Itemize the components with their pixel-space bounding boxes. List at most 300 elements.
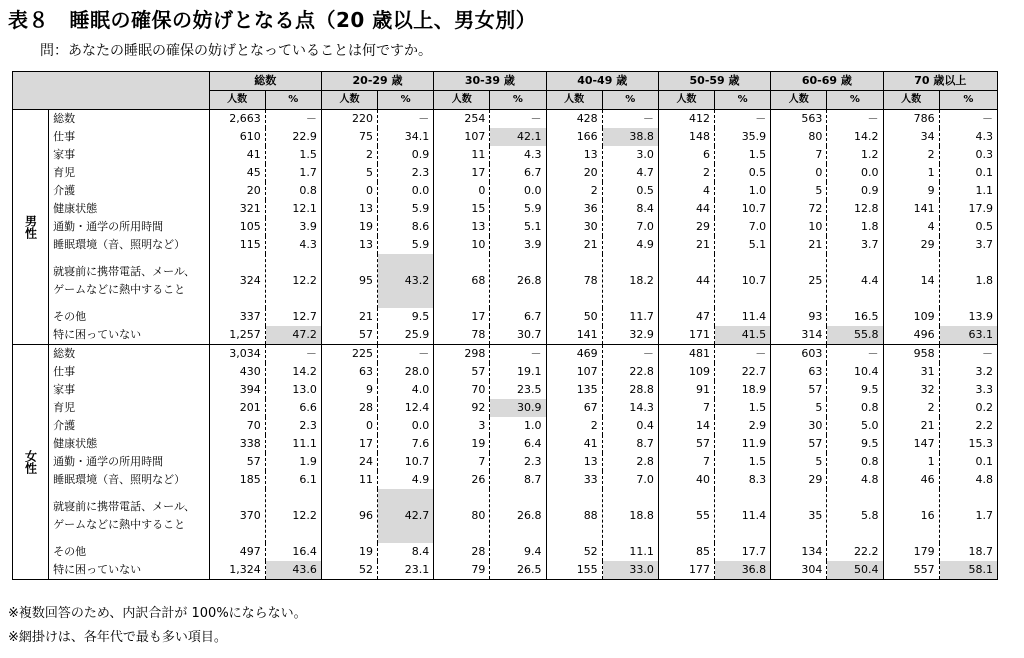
percent-cell: 3.9	[265, 218, 321, 236]
percent-cell: －	[265, 345, 321, 364]
table-row	[13, 561, 998, 580]
table-row	[13, 236, 998, 254]
count-cell: 20	[546, 164, 602, 182]
row-label: 特に困っていない	[49, 326, 209, 345]
percent-cell: 3.2	[939, 363, 997, 381]
percent-cell: 6.7	[490, 308, 546, 326]
count-cell: 26	[434, 471, 490, 489]
percent-cell: －	[602, 110, 658, 129]
percent-cell: 4.8	[827, 471, 883, 489]
percent-cell: 1.9	[265, 453, 321, 471]
count-cell: 496	[883, 326, 939, 345]
count-cell: 1	[883, 453, 939, 471]
count-cell: 20	[209, 182, 265, 200]
percent-cell: 55.8	[827, 326, 883, 345]
percent-cell: 5.9	[378, 236, 434, 254]
count-cell: 321	[209, 200, 265, 218]
percent-cell: 0.8	[827, 453, 883, 471]
count-header: 人数	[883, 91, 939, 110]
table-row	[13, 417, 998, 435]
percent-cell: 30.9	[490, 399, 546, 417]
count-cell: 92	[434, 399, 490, 417]
percent-cell: 9.5	[378, 308, 434, 326]
question-text: 問：あなたの睡眠の確保の妨げとなっていることは何ですか。	[40, 43, 432, 59]
count-cell: 557	[883, 561, 939, 580]
table-row	[13, 543, 998, 561]
row-label: 特に困っていない	[49, 561, 209, 580]
percent-cell: 3.7	[827, 236, 883, 254]
count-cell: 63	[771, 363, 827, 381]
count-cell: 57	[321, 326, 377, 345]
percent-cell: 18.9	[715, 381, 771, 399]
percent-cell: 16.5	[827, 308, 883, 326]
count-cell: 78	[546, 254, 602, 308]
percent-cell: 5.9	[378, 200, 434, 218]
row-label: 育児	[49, 399, 209, 417]
count-cell: 107	[434, 128, 490, 146]
count-cell: 35	[771, 489, 827, 543]
count-cell: 29	[771, 471, 827, 489]
count-cell: 155	[546, 561, 602, 580]
count-cell: 41	[209, 146, 265, 164]
count-cell: 338	[209, 435, 265, 453]
count-header: 人数	[771, 91, 827, 110]
count-header: 人数	[434, 91, 490, 110]
percent-cell: 0.9	[827, 182, 883, 200]
percent-cell: 0.3	[939, 146, 997, 164]
count-cell: 147	[883, 435, 939, 453]
row-label: 家事	[49, 381, 209, 399]
count-cell: 134	[771, 543, 827, 561]
count-cell: 3	[434, 417, 490, 435]
percent-cell: －	[827, 110, 883, 129]
count-cell: 29	[883, 236, 939, 254]
percent-cell: 0.1	[939, 164, 997, 182]
count-cell: 166	[546, 128, 602, 146]
count-cell: 52	[546, 543, 602, 561]
percent-cell: 0.2	[939, 399, 997, 417]
count-cell: 15	[434, 200, 490, 218]
table-row	[13, 363, 998, 381]
count-cell: 9	[321, 381, 377, 399]
percent-cell: 58.1	[939, 561, 997, 580]
count-cell: 254	[434, 110, 490, 129]
percent-cell: 1.7	[939, 489, 997, 543]
count-cell: 2,663	[209, 110, 265, 129]
count-cell: 2	[658, 164, 714, 182]
percent-cell: 13.0	[265, 381, 321, 399]
table-row	[13, 128, 998, 146]
percent-cell: 1.5	[715, 146, 771, 164]
percent-cell: 0.8	[827, 399, 883, 417]
age-group-header: 50-59 歳	[658, 72, 770, 91]
percent-cell: 9.4	[490, 543, 546, 561]
percent-header: %	[265, 91, 321, 110]
percent-cell: －	[715, 345, 771, 364]
percent-cell: 0.4	[602, 417, 658, 435]
percent-cell: 17.9	[939, 200, 997, 218]
row-label: 仕事	[49, 128, 209, 146]
percent-cell: 22.8	[602, 363, 658, 381]
count-cell: 11	[321, 471, 377, 489]
percent-cell: 4.4	[827, 254, 883, 308]
percent-cell: 7.0	[715, 218, 771, 236]
row-label: 睡眠環境（音、照明など）	[49, 471, 209, 489]
percent-cell: 15.3	[939, 435, 997, 453]
percent-cell: 7.0	[602, 218, 658, 236]
percent-cell: 0.0	[490, 182, 546, 200]
percent-cell: 43.2	[378, 254, 434, 308]
percent-cell: 1.8	[827, 218, 883, 236]
count-cell: 68	[434, 254, 490, 308]
count-cell: 14	[883, 254, 939, 308]
table-row	[13, 381, 998, 399]
count-cell: 21	[771, 236, 827, 254]
percent-cell: 6.4	[490, 435, 546, 453]
count-cell: 428	[546, 110, 602, 129]
percent-cell: 4.7	[602, 164, 658, 182]
percent-cell: 2.2	[939, 417, 997, 435]
count-cell: 107	[546, 363, 602, 381]
count-cell: 32	[883, 381, 939, 399]
row-label: 健康状態	[49, 435, 209, 453]
count-cell: 55	[658, 489, 714, 543]
count-cell: 63	[321, 363, 377, 381]
count-cell: 298	[434, 345, 490, 364]
count-cell: 220	[321, 110, 377, 129]
percent-cell: －	[715, 110, 771, 129]
percent-cell: 0.9	[378, 146, 434, 164]
count-cell: 786	[883, 110, 939, 129]
count-cell: 1,257	[209, 326, 265, 345]
count-cell: 17	[321, 435, 377, 453]
percent-cell: 2.9	[715, 417, 771, 435]
percent-cell: 3.0	[602, 146, 658, 164]
count-cell: 5	[771, 453, 827, 471]
percent-cell: 11.1	[602, 543, 658, 561]
percent-cell: 42.1	[490, 128, 546, 146]
count-cell: 29	[658, 218, 714, 236]
age-group-header: 40-49 歳	[546, 72, 658, 91]
count-cell: 7	[658, 453, 714, 471]
count-cell: 19	[321, 543, 377, 561]
table-row	[13, 399, 998, 417]
percent-cell: 10.7	[378, 453, 434, 471]
row-label: 総数	[49, 110, 209, 129]
count-cell: 14	[658, 417, 714, 435]
count-cell: 3,034	[209, 345, 265, 364]
count-cell: 19	[434, 435, 490, 453]
percent-cell: 5.8	[827, 489, 883, 543]
percent-cell: 11.1	[265, 435, 321, 453]
count-cell: 46	[883, 471, 939, 489]
percent-cell: 22.9	[265, 128, 321, 146]
count-cell: 78	[434, 326, 490, 345]
count-cell: 21	[321, 308, 377, 326]
percent-cell: 4.0	[378, 381, 434, 399]
count-cell: 28	[434, 543, 490, 561]
count-cell: 148	[658, 128, 714, 146]
count-cell: 85	[658, 543, 714, 561]
table-corner	[13, 72, 210, 110]
footnote-1: ※複数回答のため、内訳合計が 100%にならない。	[8, 606, 307, 621]
count-cell: 17	[434, 164, 490, 182]
row-label: その他	[49, 308, 209, 326]
percent-cell: 12.7	[265, 308, 321, 326]
percent-cell: 18.7	[939, 543, 997, 561]
count-cell: 5	[771, 399, 827, 417]
count-cell: 497	[209, 543, 265, 561]
count-cell: 563	[771, 110, 827, 129]
count-cell: 70	[434, 381, 490, 399]
count-cell: 4	[658, 182, 714, 200]
age-group-header: 60-69 歳	[771, 72, 883, 91]
count-cell: 10	[771, 218, 827, 236]
count-cell: 75	[321, 128, 377, 146]
percent-cell: 1.0	[715, 182, 771, 200]
percent-cell: 19.1	[490, 363, 546, 381]
count-cell: 57	[771, 381, 827, 399]
count-cell: 201	[209, 399, 265, 417]
count-cell: 30	[771, 417, 827, 435]
table-row	[13, 200, 998, 218]
percent-cell: 25.9	[378, 326, 434, 345]
percent-cell: 42.7	[378, 489, 434, 543]
count-cell: 17	[434, 308, 490, 326]
table-row	[13, 146, 998, 164]
percent-cell: 1.5	[715, 453, 771, 471]
percent-cell: 4.3	[939, 128, 997, 146]
count-header: 人数	[658, 91, 714, 110]
table-row	[13, 254, 998, 308]
count-header: 人数	[546, 91, 602, 110]
percent-cell: 9.5	[827, 381, 883, 399]
age-group-header: 総数	[209, 72, 321, 91]
percent-cell: 0.5	[939, 218, 997, 236]
percent-cell: 28.0	[378, 363, 434, 381]
percent-cell: 2.3	[378, 164, 434, 182]
count-cell: 16	[883, 489, 939, 543]
count-cell: 2	[883, 399, 939, 417]
percent-cell: 43.6	[265, 561, 321, 580]
count-cell: 603	[771, 345, 827, 364]
row-label: 健康状態	[49, 200, 209, 218]
percent-cell: 36.8	[715, 561, 771, 580]
row-label: 介護	[49, 417, 209, 435]
row-label: 就寝前に携帯電話、メール、ゲームなどに熱中すること	[49, 489, 209, 543]
percent-cell: 1.8	[939, 254, 997, 308]
count-cell: 80	[434, 489, 490, 543]
percent-cell: 41.5	[715, 326, 771, 345]
percent-cell: 14.3	[602, 399, 658, 417]
count-cell: 28	[321, 399, 377, 417]
percent-cell: 2.3	[490, 453, 546, 471]
count-cell: 7	[658, 399, 714, 417]
percent-cell: 12.8	[827, 200, 883, 218]
count-cell: 57	[434, 363, 490, 381]
row-label: 家事	[49, 146, 209, 164]
count-header: 人数	[321, 91, 377, 110]
row-label: 通勤・通学の所用時間	[49, 453, 209, 471]
table-row	[13, 345, 998, 364]
percent-header: %	[715, 91, 771, 110]
percent-cell: －	[490, 110, 546, 129]
count-cell: 225	[321, 345, 377, 364]
percent-cell: －	[939, 345, 997, 364]
percent-cell: 0.0	[827, 164, 883, 182]
percent-cell: 1.2	[827, 146, 883, 164]
count-cell: 72	[771, 200, 827, 218]
percent-cell: 38.8	[602, 128, 658, 146]
count-cell: 430	[209, 363, 265, 381]
count-cell: 394	[209, 381, 265, 399]
count-cell: 96	[321, 489, 377, 543]
percent-cell: 35.9	[715, 128, 771, 146]
row-label: 就寝前に携帯電話、メール、ゲームなどに熱中すること	[49, 254, 209, 308]
percent-cell: 23.1	[378, 561, 434, 580]
percent-cell: 5.1	[715, 236, 771, 254]
percent-cell: 12.2	[265, 489, 321, 543]
table-row	[13, 489, 998, 543]
percent-cell: 4.9	[378, 471, 434, 489]
percent-cell: 6.6	[265, 399, 321, 417]
count-cell: 88	[546, 489, 602, 543]
count-cell: 0	[321, 182, 377, 200]
count-cell: 5	[321, 164, 377, 182]
count-cell: 91	[658, 381, 714, 399]
percent-cell: 5.0	[827, 417, 883, 435]
table-row	[13, 308, 998, 326]
percent-cell: 4.9	[602, 236, 658, 254]
count-cell: 5	[771, 182, 827, 200]
count-cell: 7	[434, 453, 490, 471]
count-cell: 2	[883, 146, 939, 164]
count-cell: 50	[546, 308, 602, 326]
percent-cell: 18.8	[602, 489, 658, 543]
percent-header: %	[490, 91, 546, 110]
percent-cell: 63.1	[939, 326, 997, 345]
count-cell: 40	[658, 471, 714, 489]
percent-cell: 5.1	[490, 218, 546, 236]
table-row	[13, 326, 998, 345]
percent-cell: 26.5	[490, 561, 546, 580]
count-cell: 30	[546, 218, 602, 236]
count-cell: 19	[321, 218, 377, 236]
percent-cell: 28.8	[602, 381, 658, 399]
age-group-header: 20-29 歳	[321, 72, 433, 91]
count-cell: 57	[658, 435, 714, 453]
percent-cell: －	[378, 110, 434, 129]
count-cell: 7	[771, 146, 827, 164]
count-cell: 105	[209, 218, 265, 236]
count-cell: 2	[546, 182, 602, 200]
footnote-2: ※網掛けは、各年代で最も多い項目。	[8, 630, 227, 645]
percent-cell: 1.5	[715, 399, 771, 417]
count-cell: 13	[546, 146, 602, 164]
age-group-header: 30-39 歳	[434, 72, 546, 91]
count-header: 人数	[209, 91, 265, 110]
count-cell: 481	[658, 345, 714, 364]
table-row	[13, 435, 998, 453]
percent-cell: 32.9	[602, 326, 658, 345]
percent-cell: 12.4	[378, 399, 434, 417]
percent-cell: 0.5	[715, 164, 771, 182]
count-cell: 95	[321, 254, 377, 308]
percent-cell: 17.7	[715, 543, 771, 561]
percent-cell: 10.7	[715, 200, 771, 218]
row-label: 睡眠環境（音、照明など）	[49, 236, 209, 254]
percent-cell: 1.0	[490, 417, 546, 435]
percent-cell: 9.5	[827, 435, 883, 453]
count-cell: 6	[658, 146, 714, 164]
count-cell: 171	[658, 326, 714, 345]
count-cell: 109	[658, 363, 714, 381]
percent-cell: 34.1	[378, 128, 434, 146]
gender-label: 女性	[13, 345, 49, 580]
percent-header: %	[827, 91, 883, 110]
percent-cell: 1.5	[265, 146, 321, 164]
count-cell: 324	[209, 254, 265, 308]
percent-cell: －	[827, 345, 883, 364]
count-cell: 41	[546, 435, 602, 453]
percent-cell: 3.3	[939, 381, 997, 399]
page-title: 表８ 睡眠の確保の妨げとなる点（20 歳以上、男女別）	[8, 8, 537, 32]
count-cell: 135	[546, 381, 602, 399]
count-cell: 44	[658, 200, 714, 218]
count-cell: 44	[658, 254, 714, 308]
table-row	[13, 453, 998, 471]
percent-cell: 5.9	[490, 200, 546, 218]
row-label: その他	[49, 543, 209, 561]
count-cell: 45	[209, 164, 265, 182]
percent-cell: 2.8	[602, 453, 658, 471]
count-cell: 469	[546, 345, 602, 364]
percent-cell: 22.2	[827, 543, 883, 561]
percent-cell: 33.0	[602, 561, 658, 580]
count-cell: 958	[883, 345, 939, 364]
count-cell: 1	[883, 164, 939, 182]
table-row	[13, 164, 998, 182]
percent-cell: 11.4	[715, 308, 771, 326]
percent-cell: －	[378, 345, 434, 364]
count-cell: 67	[546, 399, 602, 417]
count-cell: 31	[883, 363, 939, 381]
count-cell: 141	[883, 200, 939, 218]
count-cell: 13	[321, 236, 377, 254]
count-cell: 109	[883, 308, 939, 326]
percent-cell: 0.5	[602, 182, 658, 200]
percent-cell: 0.0	[378, 182, 434, 200]
age-group-header: 70 歳以上	[883, 72, 997, 91]
row-label: 介護	[49, 182, 209, 200]
percent-cell: －	[602, 345, 658, 364]
count-cell: 21	[546, 236, 602, 254]
count-cell: 185	[209, 471, 265, 489]
count-cell: 13	[434, 218, 490, 236]
count-cell: 52	[321, 561, 377, 580]
percent-cell: 23.5	[490, 381, 546, 399]
percent-cell: 8.4	[378, 543, 434, 561]
table-row	[13, 182, 998, 200]
percent-header: %	[602, 91, 658, 110]
count-cell: 141	[546, 326, 602, 345]
row-label: 仕事	[49, 363, 209, 381]
count-cell: 115	[209, 236, 265, 254]
percent-cell: 11.7	[602, 308, 658, 326]
count-cell: 25	[771, 254, 827, 308]
percent-cell: －	[490, 345, 546, 364]
count-cell: 13	[321, 200, 377, 218]
